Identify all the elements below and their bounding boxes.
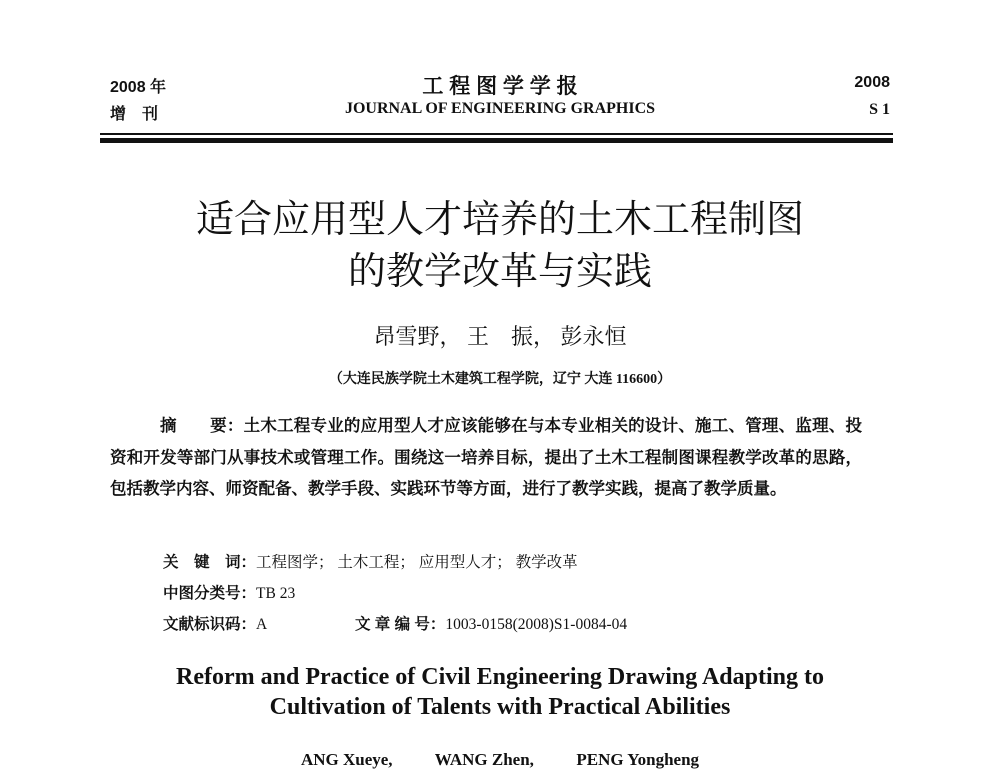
abstract-text: 土木工程专业的应用型人才应该能够在与本专业相关的设计、施工、管理、监理、投资和开发等部门从事技术或管理工作。围绕这一培养目标，提出了土木工程制图课程教学改革的思路，包括教学内容、师资配备、教学手段、实践环节等方面，进行了教学实践，提高了教学质量。 [110, 416, 863, 498]
english-authors: ANG Xueye, WANG Zhen, PENG Yongheng [300, 750, 700, 769]
article-no-value: 1003-0158(2008)S1-0084-04 [445, 616, 628, 633]
authors: 昂雪野， 王 振， 彭永恒 [373, 324, 627, 349]
english-title-line-2: Cultivation of Talents with Practical Abilities [269, 694, 731, 720]
year-cn: 2008 年 [110, 79, 167, 96]
keywords [163, 550, 578, 572]
title-line-1: 适合应用型人才培养的土木工程制图 [195, 197, 804, 241]
journal-name-en: JOURNAL OF ENGINEERING GRAPHICS [344, 100, 656, 117]
keywords-label: 关 键 词： [163, 554, 257, 571]
doc-code-value: A [256, 616, 268, 633]
clc-label: 中图分类号： [163, 585, 257, 602]
journal-name-cn: 工 程 图 学 学 报 [422, 75, 578, 98]
abstract [110, 410, 862, 504]
header-rule-thin [100, 133, 893, 135]
clc [163, 581, 295, 603]
issue: S 1 [869, 101, 890, 118]
header-rule-thick [100, 138, 893, 143]
title-line-2: 的教学改革与实践 [347, 249, 652, 293]
year: 2008 [854, 74, 890, 91]
article-no [355, 612, 627, 634]
doc-code-label: 文献标识码： [163, 616, 257, 633]
issue-cn: 增 刊 [110, 106, 159, 123]
doc-code [163, 612, 267, 634]
keywords-value: 工程图学； 土木工程； 应用型人才； 教学改革 [256, 554, 578, 571]
abstract-label: 摘 要： [160, 417, 244, 435]
article-no-label: 文 章 编 号： [355, 616, 446, 633]
english-title-line-1: Reform and Practice of Civil Engineering Drawing Adapting to [176, 664, 824, 690]
affiliation: （大连民族学院土木建筑工程学院，辽宁 大连 116600） [328, 372, 672, 387]
clc-value: TB 23 [256, 585, 296, 602]
